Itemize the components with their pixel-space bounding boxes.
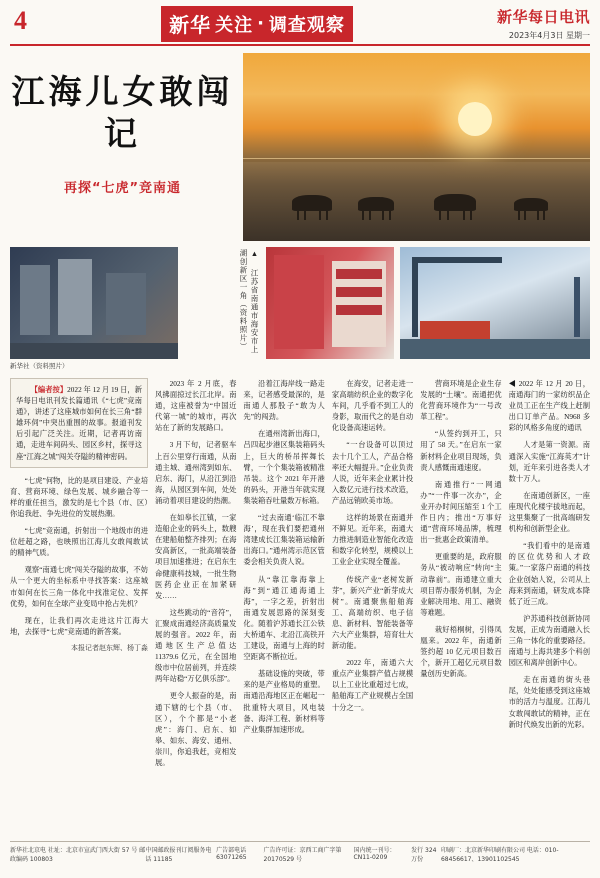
banner-xinhua-label: 新华 — [169, 13, 212, 37]
article-column-4 — [332, 378, 413, 878]
page-number: 4 — [14, 6, 27, 35]
article-column-1 — [10, 378, 148, 878]
buffalo-silhouette — [514, 198, 548, 211]
banner-focus-label: 关注 — [215, 14, 254, 36]
paragraph: 走在南通的街头巷尾，处处能感受到这座城市的活力与温度。江海儿女敢闯敢试的精神，正在新时代焕发出新的光彩。 — [508, 675, 591, 729]
paragraph: 在通州湾新出海口，吕四起步港区集装箱码头上，巨大的桥吊挥舞长臂，一个个集装箱被精准吊装。这个 2021 年开港的码头，开港当年就实现集装箱吞吐量数万标箱。 — [243, 429, 325, 505]
paragraph: “从签约到开工，只用了 58 天。”在启东一家新材料企业项目现场，负责人感慨南通速度。 — [420, 429, 502, 472]
section-banner — [161, 6, 353, 42]
paragraph: 基础设施的突破，带来的是产业格局的重塑。南通沿海地区正在崛起一批重特大项目，风电装备、海洋工程、新材料等产业集群加速形成。 — [243, 669, 325, 734]
footer-ad-phone: 广告部电话 63071265 — [216, 847, 247, 861]
buffalo-silhouette — [292, 195, 332, 211]
paragraph: 南通推行“一网通办”“一件事一次办”，企业开办时间压缩至 1 个工作日内；推出“万事好通”营商环境品牌，梳理出一批惠企政策清单。 — [420, 479, 502, 545]
paragraph: “我们看中的是南通的区位优势和人才政策。”一家落户南通的科技企业创始人说，公司从上海来到南通，研发成本降低了近三成。 — [508, 541, 591, 606]
paragraph: 这样的场景在南通并不鲜见。近年来，南通大力推进制造业智能化改造和数字化转型，规模以上工业企业实现全覆盖。 — [331, 513, 414, 567]
paragraph: 2023 年 2 月底，春风拂面掠过长江北岸。南通，这座被誉为“中国近代第一城”的城市，再次站在了新的发展路口。 — [155, 379, 237, 433]
footer-subscribe: 中国邮政报刊订阅服务电话 11185 — [145, 847, 212, 863]
hero-photo — [243, 53, 590, 241]
editor-note-tag: 【编者按】 — [30, 385, 68, 394]
paragraph: 营商环境是企业生存发展的“土壤”。南通把优化营商环境作为“一号改革工程”。 — [420, 379, 502, 422]
paragraph: 现在，让我们再次走进这片江海大地，去探寻“七虎”竞南通的新答案。 — [10, 615, 148, 636]
horizon-line — [243, 158, 590, 159]
paragraph: 从“靠江靠海靠上海”到“通江通海通上海”，一字之差，折射出南通发展思路的深刻变化。随着沪苏通长江公铁大桥通车、北沿江高铁开工建设，南通与上海的时空距离不断拉近。 — [243, 574, 325, 662]
article-column-6 — [509, 378, 590, 878]
paragraph: 观察“南通七虎”闯关夺隘的故事，不妨从一个更大的坐标系中寻找答案：这座城市如何在长三角一体化中找准定位、发挥优势，如何在全球产业变局中抢占先机？ — [10, 565, 148, 608]
masthead — [10, 6, 590, 46]
footer-right: 印刷厂：北京新华印刷有限公司 电话：010-68456617、13901102545 — [440, 847, 559, 863]
editor-note-text: 2022 年 12 月 19 日，新华每日电讯刊发长篇通讯《“七虎”竞南通》，讲述了这座城市如何在长三角“群雄环伺”中突出重围的故事。报道刊发后引起广泛关注。近期，记者再访南通，走进车间码头、园区乡村，探寻这座“江海之城”闯关夺隘的精神密码。 — [16, 385, 142, 461]
paragraph: “一台设备可以顶过去十几个工人，产品合格率还大幅提升。”企业负责人说，近年来企业累计投入数亿元进行技术改造，产品远销欧美市场。 — [331, 440, 414, 505]
photo-textile-line — [266, 247, 394, 359]
article-column-5 — [420, 378, 501, 878]
byline: 本报记者赵东辉、杨丁淼 — [71, 643, 148, 652]
paper-name: 新华每日电讯 — [496, 8, 590, 26]
paragraph: 更重要的是，政府服务从“被动响应”转向“主动靠前”。南通建立重大项目帮办服务机制，为企业解决用地、用工、融资等难题。 — [420, 552, 502, 617]
masthead-right — [470, 6, 590, 41]
article-body — [10, 378, 590, 878]
top-area — [10, 53, 590, 241]
page-footer — [10, 841, 590, 863]
photo-caption-middle: ▲ 江苏省南通市海安市上湖创新区一角（资料照片） — [239, 249, 259, 354]
page-subtitle: 再探“七虎”竞南通 — [63, 181, 182, 196]
paragraph: 这些跳动的“音符”，汇聚成南通经济高质量发展的强音。2022 年，南通地区生产总值达 11379.6 亿元，在全国地级市中位居前列，并连续两年站稳“万亿俱乐部”。 — [155, 607, 237, 684]
footer-ad-license: 广告许可证：京西工商广字第 20170529 号 — [263, 847, 342, 863]
masthead-banner — [44, 6, 470, 42]
buffalo-silhouette — [358, 197, 394, 211]
footer-left: 新华社北京电 社址：北京市宣武门西大街 57 号 邮政编码 100803 — [10, 847, 146, 863]
photo-date-note: ◀ 2022 年 12 月 20 日，南通海门的一家纺织品企业员工正在生产线上赶制出口订单产品。N968 多彩的风格多角度的通讯 — [508, 379, 591, 433]
page-title: 江海儿女敢闯记 — [11, 72, 234, 153]
paragraph: 在如皋长江镇，一家造船企业的码头上，数艘在建船舶整齐排列；在海安高新区，一批高端装备项目加速推进；在启东生命健康科技城，一批生物医药企业正在加紧研发…… — [155, 513, 237, 600]
footer-cn-number: 国内统一刊号：CN11-0209 — [353, 847, 396, 861]
article-column-3 — [243, 378, 324, 878]
paragraph: 沪苏通科技创新协同发展，正成为南通融入长三角一体化的重要路径。南通与上海共建多个科创园区和离岸创新中心。 — [508, 613, 591, 668]
headline-block — [10, 53, 235, 241]
photo-port-crane — [400, 247, 590, 359]
paragraph: 2022 年，南通六大重点产业集群产值占规模以上工业比重超过七成，船舶海工产业规模占全国十分之一。 — [331, 658, 414, 712]
paragraph: “过去南通‘临江不靠海’，现在我们要把通州湾建成长江集装箱运输新出海口。”通州湾示范区管委会相关负责人说。 — [243, 513, 325, 567]
footer-circulation: 发行 324 万份 — [411, 847, 437, 863]
buffalo-silhouette — [434, 194, 476, 211]
sun-glow — [458, 102, 492, 136]
paragraph: 3 月下旬，记者驱车上百公里穿行南通，从南通主城、通州湾到如东、启东、海门，从沿江到沿海，从园区到车间，处处涌动着项目建设的热潮。 — [155, 440, 237, 505]
paragraph: 在南通创新区，一座座现代化楼宇拔地而起，这里集聚了一批高端研发机构和创新型企业。 — [508, 490, 591, 534]
paragraph: 沿着江海岸线一路走来，记者感受最深的，是南通人那股子“敢为人先”的闯劲。 — [243, 379, 325, 422]
banner-dot: · — [257, 13, 265, 34]
photo-row — [10, 247, 590, 359]
banner-investigation-label: 调查观察 — [268, 14, 345, 36]
paragraph: 在海安，记者走进一家高端纺织企业的数字化车间，几乎看不到工人的身影，取而代之的是自动化设备高速运转。 — [331, 379, 414, 433]
paragraph: “七虎”竞南通，折射出一个地级市的进位赶超之路，也映照出江海儿女敢闯敢试的精神气质。 — [10, 526, 148, 558]
paragraph: 传统产业“老树发新芽”，新兴产业“新芽成大树”。南通聚焦船舶海工、高端纺织、电子信息、新材料、智能装备等六大产业集群，培育壮大新动能。 — [331, 574, 414, 651]
paragraph: 更令人振奋的是，南通下辖的七个县（市、区），个个都是“小老虎”：海门、启东、如皋、如东、海安、通州、崇川，你追我赶，竞相发展。 — [155, 691, 237, 767]
paragraph: 栽好梧桐树，引得凤凰来。2022 年，南通新签约超 10 亿元项目数百个，新开工超亿元项目数量创历史新高。 — [420, 624, 502, 679]
paragraph: “七虎”何物，比的是项目建设、产业培育、营商环境、绿色发展、城乡融合等一样的重任担当，激发的是七个县（市、区）你追我赶、争先进位的发展热潮。 — [10, 475, 148, 518]
paper-date: 2023年4月3日 星期一 — [508, 31, 590, 40]
article-column-2 — [155, 378, 236, 878]
photo-credit: 新华社（资料照片） — [10, 362, 69, 370]
editor-note — [10, 378, 148, 468]
photo-factory-workers — [10, 247, 178, 359]
paragraph: 人才是第一资源。南通深入实施“江海英才”计划，近年来引进各类人才数十万人。 — [508, 440, 591, 483]
